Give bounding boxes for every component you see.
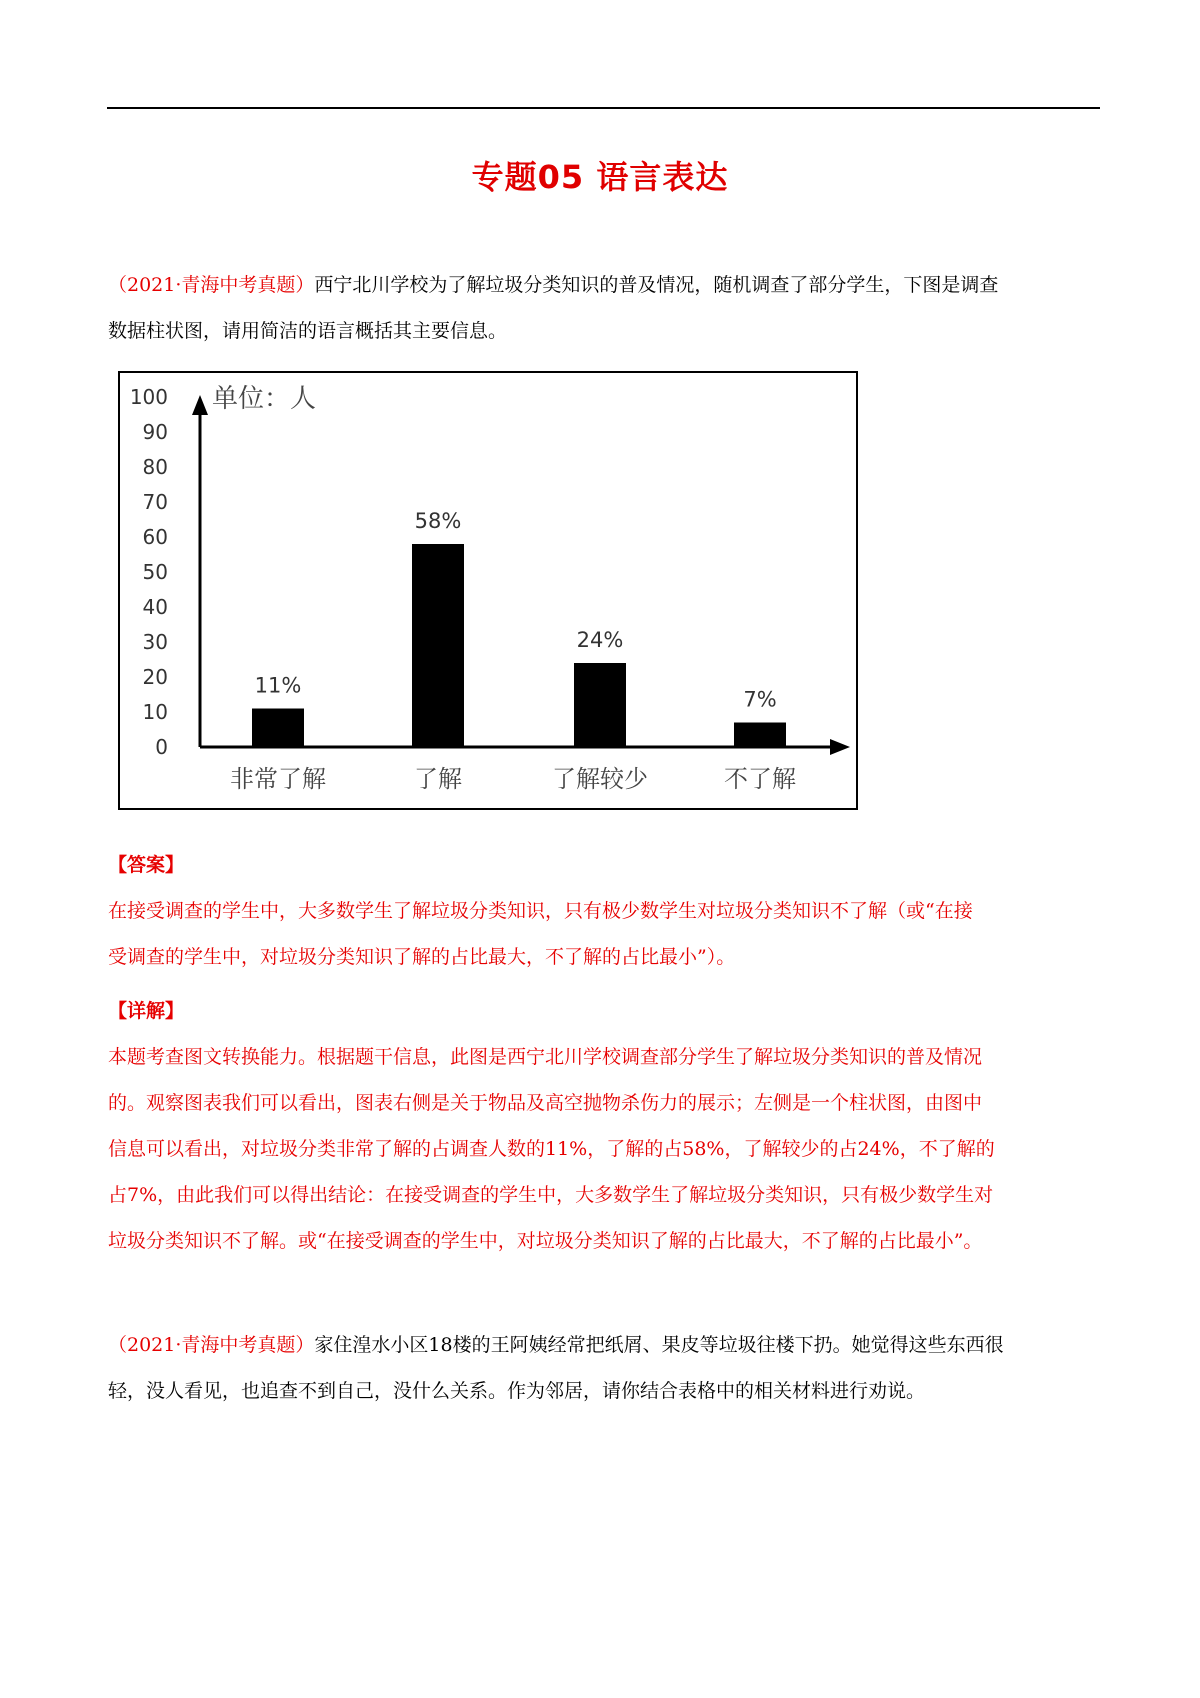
y-tick-label: 50: [142, 560, 168, 584]
y-tick-label: 20: [142, 665, 168, 689]
explanation-line-3: 信息可以看出，对垃圾分类非常了解的占调查人数的11%，了解的占58%，了解较少的占24%，不了解的: [108, 1138, 995, 1160]
y-tick-label: 90: [142, 420, 168, 444]
unit-label: 单位：人: [212, 384, 317, 414]
y-tick-label: 30: [142, 630, 168, 654]
answer-line-2: 受调查的学生中，对垃圾分类知识了解的占比最大，不了解的占比最小”）。: [108, 946, 736, 968]
y-tick-label: 70: [142, 490, 168, 514]
explanation-tag: 【详解】: [108, 1000, 185, 1022]
explanation-line-1: 本题考查图文转换能力。根据题干信息，此图是西宁北川学校调查部分学生了解垃圾分类知识的普及情况: [108, 1046, 983, 1068]
bar-1: [252, 709, 304, 748]
question2-text-line2: 轻，没人看见，也追查不到自己，没什么关系。作为邻居，请你结合表格中的相关材料进行劝说。: [108, 1380, 926, 1402]
data-label-2: 58%: [414, 509, 462, 533]
x-axis-arrow: [830, 739, 850, 755]
bar-2: [412, 544, 464, 747]
y-tick-label: 10: [142, 700, 168, 724]
header-rule: [107, 107, 1100, 109]
category-label-1: 非常了解: [230, 765, 326, 793]
y-tick-label: 60: [142, 525, 168, 549]
question1-source: （2021·青海中考真题）: [108, 274, 315, 296]
answer-line-1: 在接受调查的学生中，大多数学生了解垃圾分类知识，只有极少数学生对垃圾分类知识不了解（或“在接: [108, 900, 973, 922]
y-tick-label: 0: [155, 735, 168, 759]
question1-text: 西宁北川学校为了解垃圾分类知识的普及情况，随机调查了部分学生，下图是调查: [314, 274, 999, 296]
data-label-1: 11%: [254, 673, 302, 698]
y-tick-label: 40: [142, 595, 168, 619]
bar-chart-svg: [120, 373, 856, 808]
data-label-4: 7%: [743, 687, 777, 712]
explanation-paragraph: [108, 1034, 1100, 1264]
y-tick-label: 100: [129, 385, 168, 409]
page-title: 专题05 语言表达: [471, 158, 729, 196]
explanation-line-5: 垃圾分类知识不了解。或“在接受调查的学生中，对垃圾分类知识了解的占比最大，不了解的占比最小”。: [108, 1230, 983, 1252]
bar-chart: [118, 371, 858, 810]
category-label-3: 了解较少: [552, 765, 648, 793]
data-label-3: 24%: [576, 628, 624, 652]
explanation-line-4: 占7%，由此我们可以得出结论：在接受调查的学生中，大多数学生了解垃圾分类知识，只有极少数学生对: [108, 1184, 994, 1206]
bar-3: [574, 663, 626, 747]
explanation-line-2: 的。观察图表我们可以看出，图表右侧是关于物品及高空抛物杀伤力的展示；左侧是一个柱状图，由图中: [108, 1092, 983, 1114]
bar-4: [734, 723, 786, 748]
y-axis-arrow: [192, 395, 208, 415]
category-label-2: 了解: [414, 765, 462, 793]
answer-tag: 【答案】: [108, 854, 185, 876]
question1-paragraph: [108, 262, 1100, 354]
category-label-4: 不了解: [724, 765, 796, 793]
y-tick-label: 80: [142, 455, 168, 479]
question2-source: （2021·青海中考真题）: [108, 1334, 315, 1356]
question1-text-line2: 数据柱状图，请用简洁的语言概括其主要信息。: [108, 320, 508, 342]
answer-paragraph: [108, 888, 1100, 980]
question2-text: 家住湟水小区18楼的王阿姨经常把纸屑、果皮等垃圾往楼下扔。她觉得这些东西很: [314, 1334, 1004, 1356]
question2-paragraph: [108, 1322, 1100, 1414]
